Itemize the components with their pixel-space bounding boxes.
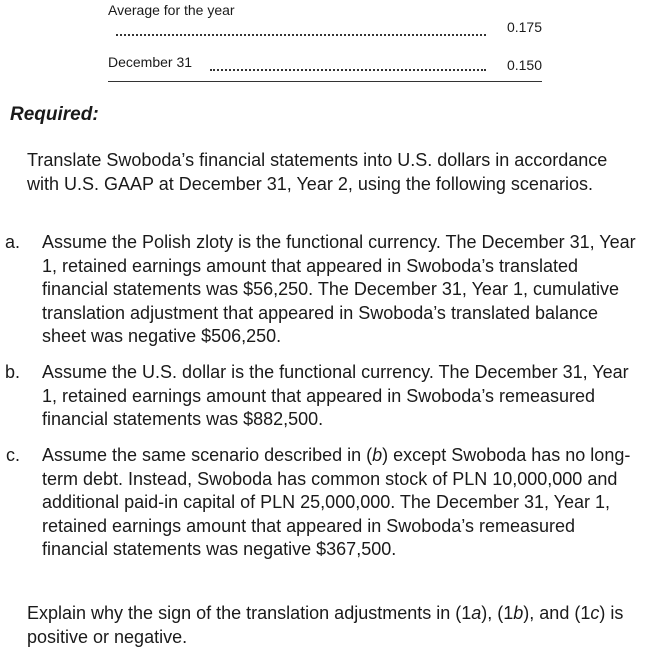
- closing-ref-a: a: [471, 603, 482, 623]
- intro-paragraph: Translate Swoboda’s financial statements into U.S. dollars in accordance with U.S. GAAP at December 31, Year 2, using the following scenarios.: [27, 150, 608, 194]
- scenario-marker-c: c.: [5, 445, 20, 465]
- scenario-marker-a: a.: [4, 232, 20, 252]
- closing-part-1: Explain why the sign of the translation adjustments in (1: [27, 603, 472, 623]
- scenario-c-ref-b: b: [372, 445, 383, 465]
- exchange-rate-table: [108, 0, 542, 82]
- scenario-c-text-after: ) except Swoboda has no long-term debt. Instead, Swoboda has common stock of PLN 10,000,000 and additional paid-in capital of PLN 25,000,000. The December 31, Year 1, retained earnings amount that appeared in Swoboda’s remeasured financial statements was negative $367,500.: [42, 445, 631, 559]
- closing-part-3: ), and (1: [523, 603, 591, 623]
- scenario-marker-b: b.: [4, 362, 20, 382]
- dot-leader: [116, 34, 486, 36]
- scenario-b-text: Assume the U.S. dollar is the functional currency. The December 31, Year 1, retained earnings amount that appeared in Swoboda’s remeasured financial statements was $882,500.: [42, 362, 629, 429]
- rate-label-average: Average for the year: [108, 2, 235, 18]
- closing-ref-b: b: [513, 603, 524, 623]
- closing-paragraph: [27, 602, 647, 649]
- table-bottom-rule: [108, 81, 542, 82]
- required-heading: Required:: [10, 104, 99, 125]
- scenario-a-text: Assume the Polish zloty is the functional currency. The December 31, Year 1, retained earnings amount that appeared in Swoboda’s translated financial statements was $56,250. The December 31, Year 1, cumulative translation adjustment that appeared in Swoboda’s translated balance sheet was negative $506,250.: [42, 232, 636, 346]
- closing-part-2: ), (1: [481, 603, 514, 623]
- closing-part-4: ) is positive or negative.: [27, 603, 624, 647]
- closing-ref-c: c: [590, 603, 600, 623]
- dot-leader: [210, 69, 486, 71]
- scenario-c-text-before: Assume the same scenario described in (: [42, 445, 373, 465]
- rate-label-december-31: December 31: [108, 54, 193, 70]
- scenario-c-text: [42, 444, 638, 562]
- rate-value-average: 0.175: [506, 19, 542, 35]
- rate-value-december-31: 0.150: [506, 57, 542, 73]
